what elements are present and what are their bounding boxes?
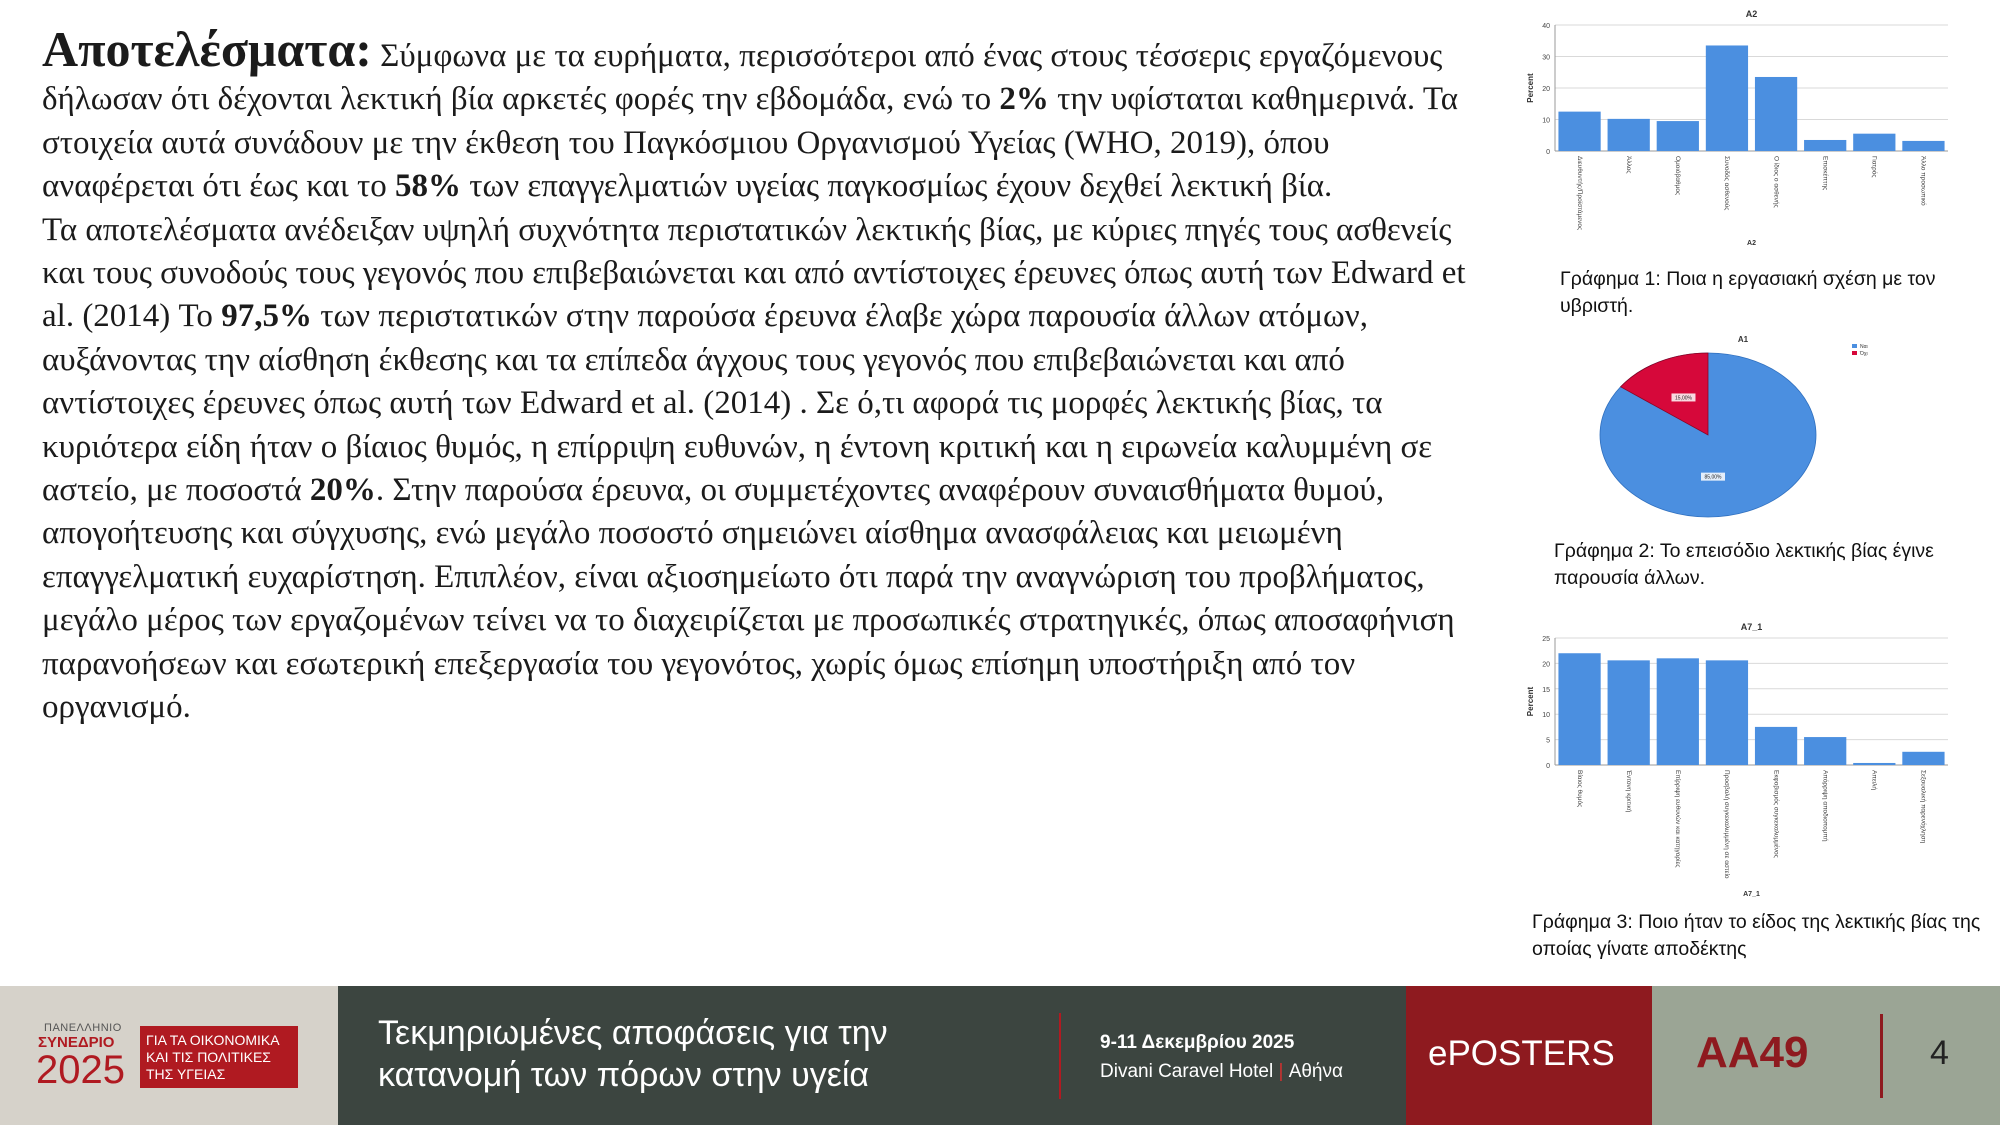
chart-title: A2 (1745, 9, 1758, 19)
conference-theme (338, 986, 1406, 1125)
bar-7 (1853, 134, 1895, 151)
caption-2: Γράφημα 2: Το επεισόδιο λεκτικής βίας έγινε παρουσία άλλων. (1554, 540, 1934, 589)
y-tick-label: 20 (1542, 661, 1550, 669)
bar-3 (1657, 658, 1699, 765)
chart-1-svg (1515, 5, 1955, 255)
theme-line-1: Τεκμηριωμένες αποφάσεις για την (378, 1014, 888, 1052)
x-tick-label: Σεξουαλική παρενόχληση (1919, 770, 1927, 844)
bar-4 (1706, 660, 1748, 765)
chart-title: A7_1 (1740, 622, 1763, 632)
x-tick-label: Προσβολή συγκεκαλυμμένη σε αστείο (1723, 770, 1731, 879)
y-tick-label: 0 (1546, 149, 1550, 156)
y-tick-label: 30 (1542, 54, 1550, 62)
x-tick-label: Έντονη κριτική (1624, 770, 1632, 813)
x-axis-label: A2 (1747, 240, 1756, 247)
bar-1 (1558, 653, 1600, 765)
poster-id: AA49 (1696, 1028, 1809, 1077)
y-tick-label: 10 (1542, 117, 1550, 125)
bar-6 (1804, 737, 1846, 765)
x-tick-label: Άλλο προσωπικό (1919, 156, 1927, 206)
x-tick-label: Εκφοβισμός συγκεκαλυμμένος (1772, 770, 1780, 858)
bar-3 (1657, 121, 1699, 151)
y-tick-label: 5 (1546, 737, 1550, 745)
y-tick-label: 10 (1542, 712, 1550, 720)
page-number: 4 (1930, 1034, 1949, 1072)
y-axis-label: Percent (1526, 73, 1535, 103)
x-tick-label: Επίρριψη ευθυνών και κατηγορίες (1674, 770, 1682, 868)
x-tick-label: Γιατρός (1870, 156, 1878, 178)
paragraph-2: Τα αποτελέσματα ανέδειξαν υψηλή συχνότητα περιστατικών λεκτικής βίας, με κύριες πηγές τους ασθενείς και τους συνοδούς τους γεγονός που επιβεβαιώνεται και από αντίστοιχες έρευνες όπως αυτή των Edward et al. (2014) Το 97,5% των περιστατικών στην παρούσα έρευνα έλαβε χώρα παρουσία άλλων ατόμων, αυξάνοντας την αίσθηση έκθεσης και τα επίπεδα άγχους τους γεγονός που επιβεβαιώνεται και από αντίστοιχες έρευνες όπως αυτή των Edward et al. (2014) . Σε ό,τι αφορά τις μορφές λεκτικής βίας, τα κυριότερα είδη ήταν ο βίαιος θυμός, η επίρριψη ευθυνών, η έντονη κριτική και η ειρωνεία καλυμμένη σε αστείο, με ποσοστά 20%. Στην παρούσα έρευνα, οι συμμετέχοντες αναφέρουν συναισθήματα θυμού, απογοήτευσης και σύγχυσης, ενώ μεγάλο ποσοστό σημειώνει αίσθημα ανασφάλειας και μειωμένη επαγγελματική ευχαρίστηση. Επιπλέον, είναι αξιοσημείωτο ότι παρά την αναγνώριση του προβλήματος, μεγάλο μέρος των εργαζομένων τείνει να το διαχειρίζεται με προσωπικές στρατηγικές, όπως αποσαφήνιση παρανοήσεων και εσωτερική επεξεργασία του γεγονότος, χωρίς όμως επίσημη υποστήριξη από τον οργανισμό. (42, 211, 1466, 726)
y-tick-label: 0 (1546, 763, 1550, 770)
bar-8 (1902, 141, 1944, 151)
bar-8 (1902, 752, 1944, 765)
x-tick-label: Βίαιος θυμός (1575, 770, 1583, 808)
bar-5 (1755, 727, 1797, 765)
y-tick-label: 25 (1542, 636, 1550, 643)
paragraph-1: Αποτελέσματα: Σύμφωνα με τα ευρήματα, περισσότεροι από ένας στους τέσσερις εργαζόμενους δήλωσαν ότι δέχονται λεκτική βία αρκετές φορές την εβδομάδα, ενώ το 2% την υφίσταται καθημερινά. Τα στοιχεία αυτά συνάδουν με την έκθεση του Παγκόσμιου Οργανισμού Υγείας (WHO, 2019), όπου αναφέρεται ότι έως και το 58% των επαγγελματιών υγείας παγκοσμίως έχουν δεχθεί λεκτική βία. (42, 21, 1459, 205)
bar-2 (1608, 119, 1650, 151)
chart-2-svg (1590, 332, 1890, 518)
results-text (42, 21, 1482, 730)
data-label-2: 15,00% (1675, 395, 1692, 402)
event-date: 9-11 Δεκεμβρίου 2025 (1100, 1032, 1295, 1053)
eposters-label: ePOSTERS (1406, 986, 1652, 1125)
results-heading: Αποτελέσματα: (42, 21, 372, 77)
bar-4 (1706, 45, 1748, 151)
caption-3: Γράφημα 3: Ποιο ήταν το είδος της λεκτικής βίας της οποίας γίνατε αποδέκτης (1532, 911, 1981, 960)
x-tick-label: Απειλή (1870, 770, 1878, 791)
code-divider (1880, 1014, 1883, 1098)
legend-label-1: Ναι (1860, 344, 1868, 350)
bar-6 (1804, 140, 1846, 151)
chart-3-svg (1515, 618, 1955, 900)
y-tick-label: 15 (1542, 686, 1550, 694)
bar-5 (1755, 77, 1797, 151)
conference-logo: ΠΑΝΕΛΛΗΝΙΟ ΣΥΝΕΔΡΙΟ 2025 ΓΙΑ ΤΑ ΟΙΚΟΝΟΜΙΚΑ ΚΑΙ ΤΙΣ ΠΟΛΙΤΙΚΕΣ ΤΗΣ ΥΓΕΙΑΣ (0, 986, 338, 1125)
legend-label-2: Όχι (1860, 351, 1868, 357)
chart-1 (1515, 5, 1955, 255)
y-tick-label: 20 (1542, 86, 1550, 93)
bar-7 (1853, 763, 1895, 765)
chart-title: A1 (1737, 335, 1749, 344)
event-venue: Divani Caravel Hotel | Αθήνα (1100, 1061, 1343, 1082)
chart-2 (1590, 332, 1890, 518)
bar-2 (1608, 660, 1650, 765)
footer-banner (0, 986, 2000, 1125)
x-tick-label: Άλλος (1624, 156, 1632, 174)
x-tick-label: Ο ίδιος ο ασθενής (1772, 156, 1780, 208)
y-tick-label: 40 (1542, 23, 1550, 30)
x-tick-label: Διευθυντής/Προϊστάμενος (1575, 156, 1583, 231)
legend-swatch-1 (1852, 344, 1857, 348)
x-tick-label: Συνοδός ασθενούς (1723, 156, 1731, 211)
poster-code (1652, 986, 2000, 1125)
chart-3 (1515, 618, 1955, 900)
bar-1 (1558, 112, 1600, 151)
logo-red-box: ΓΙΑ ΤΑ ΟΙΚΟΝΟΜΙΚΑ ΚΑΙ ΤΙΣ ΠΟΛΙΤΙΚΕΣ ΤΗΣ ΥΓΕΙΑΣ (140, 1026, 298, 1088)
divider (1059, 1013, 1061, 1099)
data-label-1: 85,00% (1704, 474, 1722, 481)
x-axis-label: A7_1 (1743, 891, 1760, 898)
x-tick-label: Απόρριψη αποδιοπομπή (1821, 770, 1829, 842)
caption-1: Γράφημα 1: Ποια η εργασιακή σχέση με τον υβριστή. (1560, 268, 1936, 317)
theme-line-2: κατανομή των πόρων στην υγεία (378, 1056, 870, 1094)
y-axis-label: Percent (1526, 686, 1535, 717)
x-tick-label: Επισκέπτης (1821, 156, 1829, 191)
x-tick-label: Ομοιόβαθμος (1674, 156, 1682, 196)
legend-swatch-2 (1852, 351, 1857, 355)
